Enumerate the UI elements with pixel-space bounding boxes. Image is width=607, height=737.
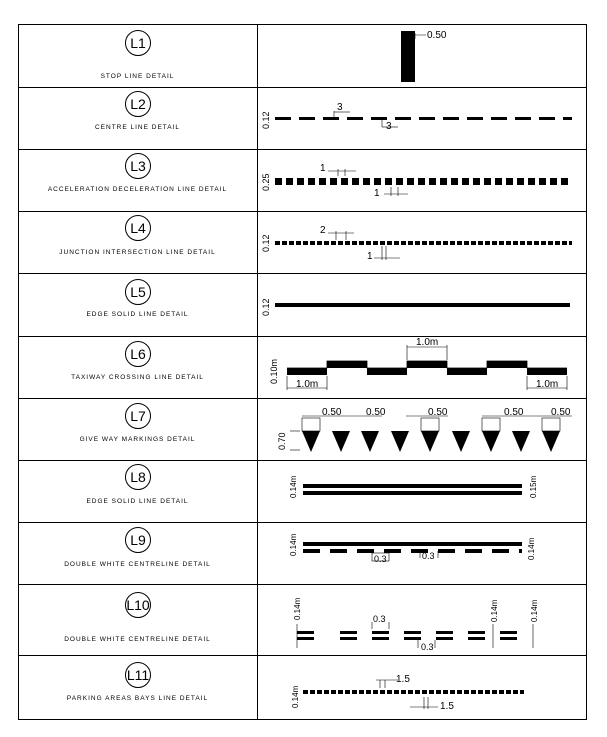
dim-label: 0.50 [427,30,447,41]
dash-pattern [275,178,568,185]
dash-segment [499,241,504,245]
dash-segment [429,241,434,245]
dash-segment [443,117,459,120]
dash-segment [485,241,490,245]
l4-junction-line-drawing [261,225,572,262]
dash-segment [500,637,517,640]
solid-line [303,484,522,488]
detail-caption: EDGE SOLID LINE DETAIL [86,311,189,318]
dash-segment [506,690,511,694]
dash-segment [345,241,350,245]
dash-segment [275,117,291,120]
dash-segment [303,690,308,694]
dash-segment [303,549,320,553]
dim-label: 0.14m [289,533,298,556]
dash-segment [520,690,524,694]
dash-segment [422,241,427,245]
dash-segment [429,178,436,185]
stop-bar [401,31,415,82]
dash-segment [352,241,357,245]
solid-line [303,491,522,495]
dim-label: 1.5 [396,674,410,685]
dash-segment [539,178,546,185]
dash-segment [492,241,497,245]
give-way-triangle [482,431,500,452]
dimension-box [482,418,500,431]
dash-segment [275,241,280,245]
dash-segment [366,241,371,245]
dash-segment [331,241,336,245]
dash-segment [468,631,485,634]
l8-edge-solid-drawing [289,475,538,498]
dash-segment [352,178,359,185]
dash-segment [468,637,485,640]
detail-bubble: L11 [125,662,151,688]
dim-label: 0.10m [269,358,279,384]
give-way-triangle [452,431,470,452]
dash-segment [528,178,535,185]
dash-segment [408,241,413,245]
l9-double-centreline-drawing [289,533,536,564]
l7-give-way-drawing [277,407,572,452]
dash-segment [520,241,525,245]
dash-segment [415,690,420,694]
detail-bubble: L9 [125,527,151,553]
dash-segment [357,549,374,553]
dash-segment [561,178,568,185]
solid-line [303,542,522,546]
dim-label: 0.14m [293,597,302,620]
triangle-pattern [302,418,560,452]
dash-segment [303,241,308,245]
dim-label: 0.70 [277,432,287,450]
dim-label: 0.14m [530,599,539,622]
detail-caption: DOUBLE WHITE CENTRELINE DETAIL [64,561,211,568]
dim-label: 0.12 [261,298,271,316]
dim-label: 0.14m [527,537,536,560]
dash-segment [394,690,399,694]
dash-segment [436,690,441,694]
l11-parking-bays-drawing [291,674,524,712]
dim-label: 0.15m [529,475,538,498]
dash-pattern [297,631,517,640]
dash-segment [478,241,483,245]
detail-bubble: L4 [125,215,151,241]
dash-segment [331,690,336,694]
dash-segment [330,549,347,553]
dash-segment [499,690,504,694]
dash-segment [338,690,343,694]
dim-label: 0.3 [374,554,387,564]
dash-segment [387,241,392,245]
dash-segment [471,241,476,245]
dash-segment [385,178,392,185]
dash-segment [374,178,381,185]
give-way-triangle [391,431,409,452]
dash-segment [415,241,420,245]
dim-label: 1.5 [440,701,454,712]
dash-segment [282,241,287,245]
dash-segment [373,690,378,694]
dash-segment [440,178,447,185]
dash-segment [495,178,502,185]
dash-segment [359,241,364,245]
dash-segment [366,690,371,694]
dash-segment [465,549,482,553]
dash-segment [296,241,301,245]
dash-segment [401,241,406,245]
dash-segment [286,178,293,185]
dash-segment [394,241,399,245]
dim-label: 0.14m [490,599,499,622]
dash-segment [471,690,476,694]
dash-segment [324,241,329,245]
dim-label: 0.14m [291,685,300,708]
dimension-box [421,418,439,431]
dash-segment [519,549,522,553]
dim-label: 0.25 [261,173,271,191]
dash-segment [340,631,357,634]
detail-bubble: L2 [125,91,151,117]
detail-caption: TAXIWAY CROSSING LINE DETAIL [71,374,204,381]
dim-label: 1.0m [536,379,559,390]
dash-segment [310,241,315,245]
detail-bubble: L3 [125,153,151,179]
dash-segment [297,631,314,634]
dim-label: 1 [374,188,380,199]
dash-segment [297,178,304,185]
dim-label: 1 [367,251,373,262]
dash-segment [450,241,455,245]
dash-segment [506,178,513,185]
dim-label: 0.3 [421,642,434,652]
dim-label: 0.50 [366,407,386,418]
dash-segment [550,178,557,185]
dim-label: 0.50 [322,407,342,418]
dim-label: 2 [320,225,326,236]
dim-label: 0.50 [551,407,571,418]
dash-segment [401,690,406,694]
detail-caption: EDGE SOLID LINE DETAIL [86,498,189,505]
dash-segment [363,178,370,185]
dim-label: 0.50 [504,407,524,418]
l2-centre-line-drawing [261,102,572,132]
dash-segment [359,690,364,694]
dash-segment [473,178,480,185]
dash-segment [515,117,531,120]
dash-segment [372,637,389,640]
dash-segment [372,631,389,634]
detail-caption: GIVE WAY MARKINGS DETAIL [79,436,196,443]
give-way-triangle [302,431,320,452]
dash-segment [484,178,491,185]
dash-pattern [303,549,522,553]
l6-taxiway-crossing-drawing [269,337,567,390]
dash-segment [513,241,518,245]
dim-label: 3 [337,102,343,113]
dimension-box [542,418,560,431]
dash-segment [451,178,458,185]
dash-segment [555,241,560,245]
detail-caption: JUNCTION INTERSECTION LINE DETAIL [59,249,216,256]
give-way-triangle [421,431,439,452]
detail-caption: ACCELERATION DECELERATION LINE DETAIL [47,186,228,193]
dash-segment [373,241,378,245]
dash-segment [323,117,339,120]
dash-segment [407,178,414,185]
dim-label: 1 [320,163,326,174]
dash-segment [338,241,343,245]
l3-acceleration-line-drawing [261,163,568,199]
dash-segment [517,178,524,185]
dash-segment [310,690,315,694]
dash-segment [404,637,421,640]
dash-pattern [303,690,524,694]
l5-edge-solid-line-drawing [261,298,570,316]
dash-pattern [275,117,572,120]
dash-segment [319,178,326,185]
dash-segment [492,690,497,694]
dash-segment [462,178,469,185]
dash-segment [527,241,532,245]
dash-segment [380,690,385,694]
dash-segment [395,117,411,120]
dash-segment [299,117,315,120]
detail-caption: DOUBLE WHITE CENTRELINE DETAIL [64,636,211,643]
detail-caption: CENTRE LINE DETAIL [94,124,181,131]
dim-label: 3 [386,121,392,132]
solid-line [275,303,570,307]
dash-segment [513,690,518,694]
dash-segment [324,690,329,694]
detail-bubble: L7 [125,403,151,429]
dash-segment [345,690,350,694]
detail-bubble: L5 [125,279,151,305]
dim-label: 0.3 [373,614,386,624]
detail-bubble: L8 [125,464,151,490]
dash-segment [506,241,511,245]
dim-label: 0.3 [422,551,435,561]
dash-segment [464,241,469,245]
give-way-triangle [512,431,530,452]
dash-segment [443,690,448,694]
give-way-triangle [361,431,379,452]
dash-segment [464,690,469,694]
detail-bubble: L6 [125,341,151,367]
dash-segment [396,178,403,185]
give-way-triangle [332,431,350,452]
dash-segment [467,117,483,120]
dash-segment [422,690,427,694]
dash-segment [541,241,546,245]
dash-segment [492,549,509,553]
dash-segment [408,690,413,694]
dash-segment [404,631,421,634]
dash-segment [352,690,357,694]
dash-pattern [275,241,572,245]
l10-double-centreline-drawing [293,597,539,652]
l1-stop-line-drawing [401,30,447,82]
dash-segment [438,549,455,553]
dash-segment [500,631,517,634]
dim-label: 1.0m [416,337,439,348]
dash-segment [534,241,539,245]
detail-caption: STOP LINE DETAIL [100,73,175,80]
dim-label: 0.12 [261,111,271,129]
dash-segment [436,631,453,634]
dash-segment [443,241,448,245]
dash-segment [347,117,363,120]
dash-segment [436,637,453,640]
dash-segment [275,178,282,185]
detail-caption: PARKING AREAS BAYS LINE DETAIL [66,695,209,702]
dash-segment [485,690,490,694]
dash-segment [289,241,294,245]
dash-segment [539,117,555,120]
dash-segment [569,241,572,245]
dim-label: 0.12 [261,234,271,252]
dash-segment [317,241,322,245]
dash-segment [429,690,434,694]
dash-segment [457,241,462,245]
dash-segment [341,178,348,185]
give-way-triangle [542,431,560,452]
detail-bubble: L1 [125,30,151,56]
dim-label: 0.50 [428,407,448,418]
dash-segment [371,117,387,120]
dash-segment [562,241,567,245]
dim-label: 1.0m [296,379,319,390]
dimension-box [302,418,320,431]
detail-bubble: L10 [125,592,151,618]
dash-segment [419,117,435,120]
dash-segment [340,637,357,640]
dash-segment [330,178,337,185]
dash-segment [450,690,455,694]
dash-segment [384,549,401,553]
dash-segment [387,690,392,694]
dim-label: 0.14m [289,475,298,498]
dash-segment [548,241,553,245]
dash-segment [478,690,483,694]
dash-segment [297,637,314,640]
dash-segment [491,117,507,120]
dash-segment [563,117,572,120]
dash-segment [317,690,322,694]
dash-segment [457,690,462,694]
dash-segment [436,241,441,245]
dash-segment [380,241,385,245]
dash-segment [308,178,315,185]
dash-segment [418,178,425,185]
